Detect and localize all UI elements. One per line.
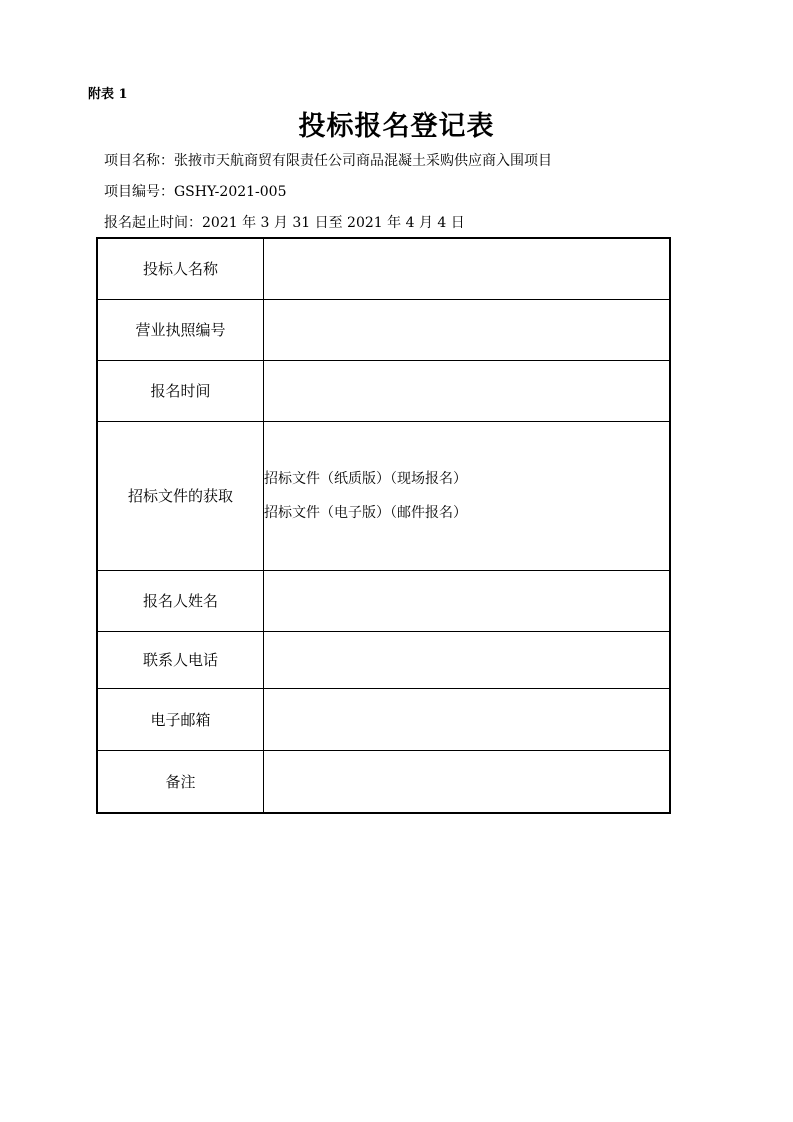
field-contact-phone[interactable] xyxy=(264,631,671,688)
option-paper-version[interactable]: 招标文件（纸质版）（现场报名） xyxy=(264,470,467,487)
form-row-registration-time xyxy=(97,360,670,421)
field-remarks[interactable] xyxy=(264,750,671,813)
form-row-contact-phone xyxy=(97,631,670,688)
registration-period: 报名起止时间：2021 年 3 月 31 日至 2021 年 4 月 4 日 xyxy=(104,215,465,231)
field-document-acquisition xyxy=(264,421,671,570)
project-code: 项目编号：GSHY-2021-005 xyxy=(104,184,287,200)
label-bidder-name: 投标人名称 xyxy=(97,238,264,299)
label-license-number: 营业执照编号 xyxy=(97,299,264,360)
page-title: 投标报名登记表 xyxy=(298,111,495,142)
form-row-document-acquisition xyxy=(97,421,670,570)
form-row-registrant-name xyxy=(97,570,670,631)
appendix-label: 附表 1 xyxy=(88,87,128,102)
option-electronic-version[interactable]: 招标文件（电子版）（邮件报名） xyxy=(264,504,467,521)
project-name: 项目名称：张掖市天航商贸有限责任公司商品混凝土采购供应商入围项目 xyxy=(104,153,552,169)
form-row-email xyxy=(97,688,670,750)
label-document-acquisition: 招标文件的获取 xyxy=(97,421,264,570)
form-row-bidder-name xyxy=(97,238,670,299)
label-remarks: 备注 xyxy=(97,750,264,813)
field-bidder-name[interactable] xyxy=(264,238,671,299)
label-registration-time: 报名时间 xyxy=(97,360,264,421)
field-email[interactable] xyxy=(264,688,671,750)
form-row-license-number xyxy=(97,299,670,360)
field-registration-time[interactable] xyxy=(264,360,671,421)
label-email: 电子邮箱 xyxy=(97,688,264,750)
registration-form-table xyxy=(96,237,671,814)
label-registrant-name: 报名人姓名 xyxy=(97,570,264,631)
field-license-number[interactable] xyxy=(264,299,671,360)
field-registrant-name[interactable] xyxy=(264,570,671,631)
label-contact-phone: 联系人电话 xyxy=(97,631,264,688)
form-row-remarks xyxy=(97,750,670,813)
